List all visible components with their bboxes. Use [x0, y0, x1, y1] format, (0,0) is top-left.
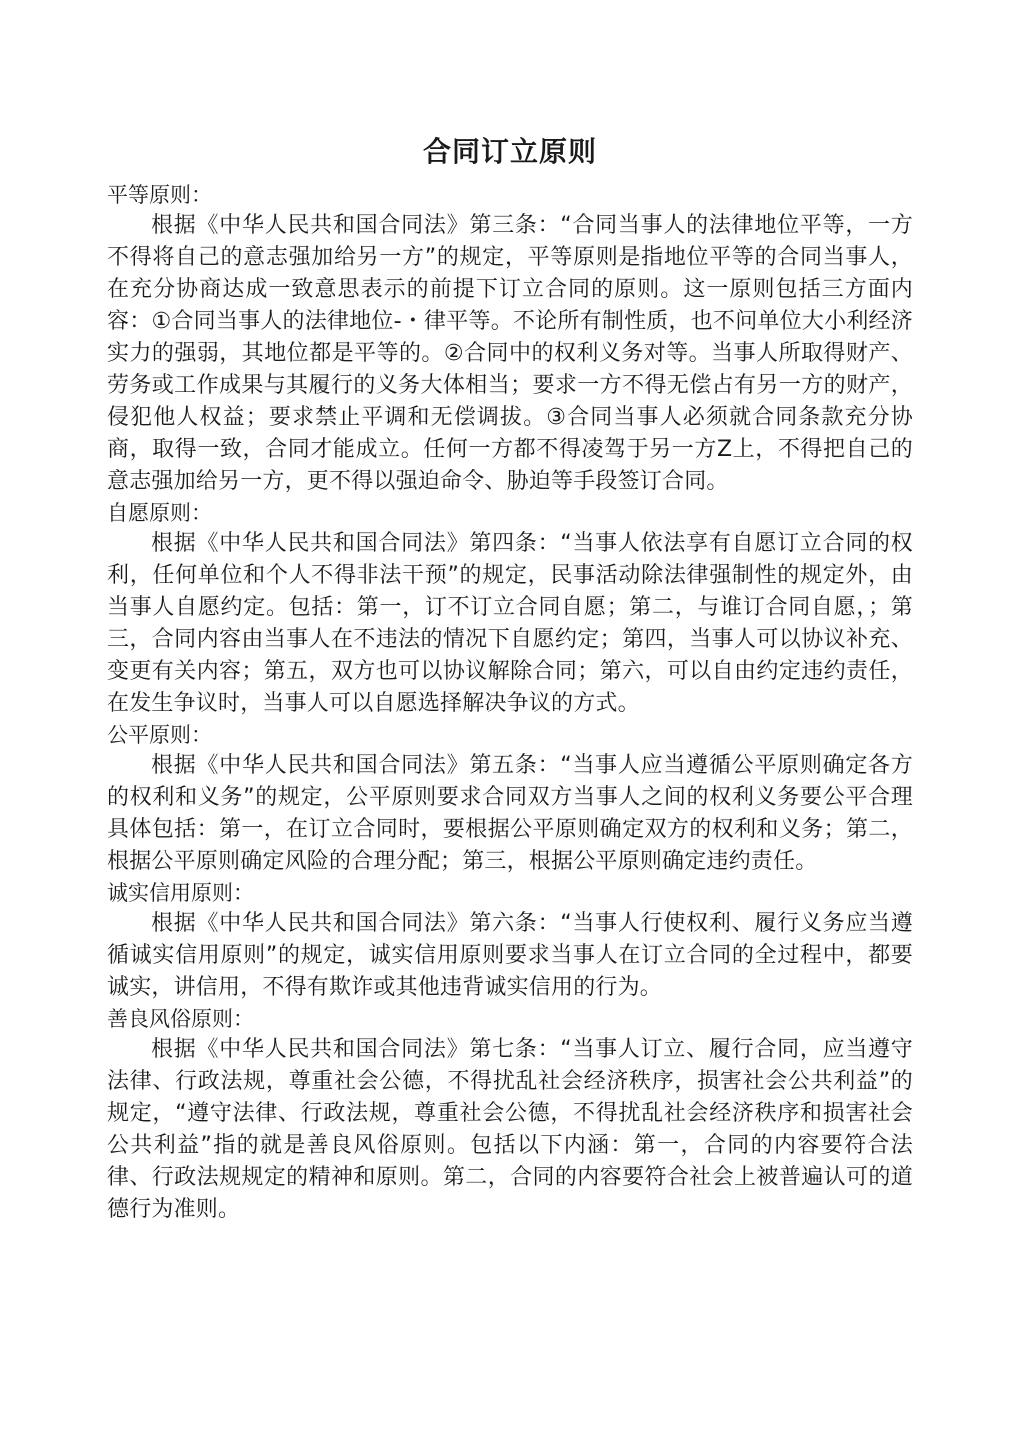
section-heading: 平等原则：	[107, 183, 212, 207]
section-paragraph: 根据《中华人民共和国合同法》第六条：“当事人行使权利、履行义务应当遵循诚实信用原则”的规定，诚实信用原则要求当事人在订立合同的全过程中，都要诚实，讲信用，不得有欺诈或其他违背诚实信用的行为。	[107, 911, 913, 1000]
document-title: 合同订立原则	[422, 135, 597, 168]
section-voluntariness	[107, 498, 913, 720]
section-heading: 善良风俗原则：	[107, 1007, 254, 1031]
section-public-morals	[107, 1004, 913, 1226]
section-paragraph: 根据《中华人民共和国合同法》第四条：“当事人依法享有自愿订立合同的权利，任何单位和个人不得非法干预”的规定，民事活动除法律强制性的规定外，由当事人自愿约定。包括：第一，订不订立合同自愿；第二，与谁订合同自愿，；第三，合同内容由当事人在不违法的情况下自愿约定；第四，当事人可以协议补充、变更有关内容；第五，双方也可以协议解除合同；第六，可以自由约定违约责任，在发生争议时，当事人可以自愿选择解决争议的方式。	[107, 531, 913, 716]
section-heading: 自愿原则：	[107, 501, 212, 525]
section-paragraph: 根据《中华人民共和国合同法》第三条：“合同当事人的法律地位平等，一方不得将自己的意志强加给另一方”的规定，平等原则是指地位平等的合同当事人，在充分协商达成一致意思表示的前提下订立合同的原则。这一原则包括三方面内容：①合同当事人的法律地位-・律平等。不论所有制性质，也不问单位大小利经济实力的强弱，其地位都是平等的。②合同中的权利义务对等。当事人所取得财产、劳务或工作成果与其履行的义务大体相当；要求一方不得无偿占有另一方的财产，侵犯他人权益；要求禁止平调和无偿调拔。③合同当事人必须就合同条款充分协商，取得一致，合同才能成立。任何一方都不得凌驾于另一方Z上，不得把自己的意志强加给另一方，更不得以强迫命令、胁迫等手段签订合同。	[107, 213, 913, 494]
section-equality	[107, 180, 913, 498]
section-paragraph: 根据《中华人民共和国合同法》第五条：“当事人应当遵循公平原则确定各方的权利和义务”的规定，公平原则要求合同双方当事人之间的权利义务要公平合理具体包括：第一，在订立合同时，要根据公平原则确定双方的权利和义务；第二，根据公平原则确定风险的合理分配；第三，根据公平原则确定违约责任。	[107, 753, 913, 874]
section-fairness	[107, 720, 913, 878]
section-paragraph: 根据《中华人民共和国合同法》第七条：“当事人订立、履行合同，应当遵守法律、行政法规，尊重社会公德，不得扰乱社会经济秩序，损害社会公共利益”的规定，“遵守法律、行政法规，尊重社会公德，不得扰乱社会经济秩序和损害社会公共利益”指的就是善良风俗原则。包括以下内涵：第一，合同的内容要符合法律、行政法规规定的精神和原则。第二，合同的内容要符合社会上被普遍认可的道德行为准则。	[107, 1037, 913, 1222]
section-heading: 诚实信用原则：	[107, 881, 254, 905]
section-heading: 公平原则：	[107, 723, 212, 747]
section-good-faith	[107, 878, 913, 1004]
document-content	[107, 130, 913, 1226]
